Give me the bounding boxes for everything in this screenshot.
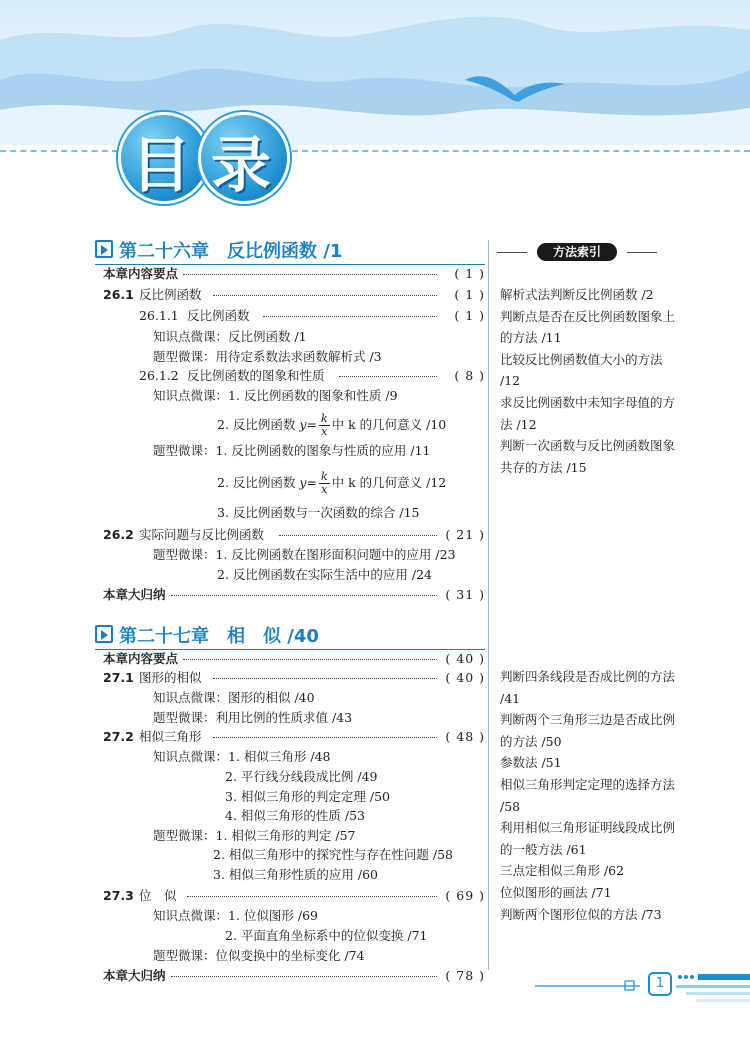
toc-entry-text: 题型微课：利用比例的性质求值 /43 — [153, 710, 353, 725]
method-index-item[interactable]: 三点定相似三角形 /62 — [500, 863, 625, 879]
toc-entry-text: 本章大归纳 — [103, 587, 166, 602]
toc-entry-text: 知识点微课：1. 位似图形 /69 — [153, 908, 318, 923]
toc-entry-text: 3. 相似三角形性质的应用 /60 — [213, 867, 378, 882]
dot-leader — [339, 376, 437, 377]
page-header — [0, 0, 750, 210]
fraction-denominator: x — [321, 483, 328, 496]
method-index-header — [497, 242, 657, 264]
toc-entry-text: 知识点微课：图形的相似 /40 — [153, 690, 315, 705]
toc-page: ( 1 ) — [454, 287, 485, 302]
toc-entry-text: 位 似 — [139, 888, 177, 903]
toc-entry-text: 知识点微课：1. 相似三角形 /48 — [153, 749, 331, 764]
toc-page: ( 1 ) — [454, 266, 485, 281]
section-number: 27.1 — [103, 670, 134, 685]
toc-row[interactable] — [95, 525, 485, 545]
toc-entry-text: 2. 相似三角形中的探究性与存在性问题 /58 — [213, 847, 453, 862]
fraction-denominator: x — [321, 425, 328, 438]
toc-formula-entry — [217, 413, 446, 438]
method-index-list-27 — [500, 666, 675, 925]
toc-entry-text: 知识点微课：反比例函数 /1 — [153, 329, 307, 344]
toc-entry-text: 2. 平行线分线段成比例 /49 — [225, 769, 378, 784]
method-index-item[interactable]: 位似图形的画法 /71 — [500, 884, 612, 900]
header-landscape-illustration — [0, 0, 750, 210]
toc-entry-text: 本章内容要点 — [103, 266, 179, 281]
toc-entry-text: 4. 相似三角形的性质 /53 — [225, 808, 365, 823]
toc-entry-text: 2. 反比例函数在实际生活中的应用 /24 — [217, 567, 432, 582]
header-rule-right — [627, 252, 657, 253]
chapter-27-heading[interactable] — [95, 623, 485, 649]
toc-entry-text: 反比例函数的图象和性质 — [187, 368, 325, 383]
method-index-item[interactable]: 解析式法判断反比例函数 /2 — [500, 287, 654, 302]
toc-page: ( 1 ) — [454, 308, 485, 323]
title-char-1: 目 — [131, 131, 191, 201]
toc-entry-text: 本章内容要点 — [103, 651, 179, 666]
section-number: 26.2 — [103, 527, 134, 542]
fraction-k-over-x — [319, 413, 330, 438]
toc-row[interactable] — [95, 727, 485, 747]
method-index-item[interactable]: 判断点是否在反比例函数图象上的方法 /11 — [500, 308, 676, 346]
section-number: 26.1.1 — [139, 308, 179, 323]
toc-formula-entry — [217, 471, 446, 496]
toc-page: ( 48 ) — [445, 729, 485, 744]
formula-variable: y — [299, 475, 307, 490]
chapter-26-heading[interactable] — [95, 238, 485, 264]
toc-entry-text: 题型微课：1. 相似三角形的判定 /57 — [153, 828, 356, 843]
toc-row[interactable] — [95, 306, 485, 326]
dot-leader — [171, 595, 437, 596]
toc-row[interactable] — [95, 366, 485, 386]
dot-leader — [279, 535, 437, 536]
toc-entry-text: 本章大归纳 — [103, 968, 166, 983]
page-footer-decoration — [0, 965, 750, 1045]
toc-page: ( 31 ) — [445, 587, 485, 602]
method-index-item[interactable]: 相似三角形判定定理的选择方法 /58 — [500, 776, 676, 814]
toc-entry-text: 3. 相似三角形的判定定理 /50 — [225, 789, 390, 804]
toc-entry-text: 题型微课：位似变换中的坐标变化 /74 — [153, 948, 365, 963]
toc-page: ( 8 ) — [454, 368, 485, 383]
section-number: 27.3 — [103, 888, 134, 903]
toc-entry-text: 题型微课：1. 反比例函数在图形面积问题中的应用 /23 — [153, 547, 456, 562]
toc-page: ( 78 ) — [445, 968, 485, 983]
sidebar-divider — [488, 240, 489, 970]
toc-row[interactable] — [95, 649, 485, 669]
toc-row[interactable] — [95, 264, 485, 284]
dot-leader — [263, 316, 437, 317]
dot-leader — [213, 678, 437, 679]
method-index-item[interactable]: 判断两个图形位似的方法 /73 — [500, 906, 662, 922]
header-dash-left — [0, 150, 118, 152]
method-index-item[interactable]: 利用相似三角形证明线段成比例的一般方法 /61 — [500, 820, 676, 857]
header-dash-right — [292, 150, 750, 152]
dot-leader — [183, 274, 437, 275]
toc-entry-text: 实际问题与反比例函数 — [139, 527, 265, 542]
fraction-k-over-x — [319, 471, 330, 496]
formula-prefix: 2. 反比例函数 — [217, 417, 296, 432]
toc-row[interactable] — [95, 585, 485, 605]
toc-entry-text: 题型微课：1. 反比例函数的图象与性质的应用 /11 — [153, 443, 431, 458]
fraction-numerator: k — [320, 470, 328, 483]
formula-suffix: 中 k 的几何意义 /12 — [331, 475, 447, 490]
method-index-item[interactable]: 判断一次函数与反比例函数图象共存的方法 /15 — [500, 438, 676, 475]
formula-variable: y — [299, 417, 307, 432]
dot-leader — [213, 737, 437, 738]
toc-entry-text: 知识点微课：1. 反比例函数的图象和性质 /9 — [153, 388, 398, 403]
method-index-item[interactable]: 比较反比例函数值大小的方法 /12 — [500, 351, 663, 389]
method-index-item[interactable]: 参数法 /51 — [500, 755, 562, 771]
toc-row[interactable] — [95, 285, 485, 305]
toc-row[interactable] — [95, 668, 485, 688]
dot-leader — [187, 896, 437, 897]
formula-prefix: 2. 反比例函数 — [217, 475, 296, 490]
chevron-right-icon — [95, 625, 113, 643]
toc-entry-text: 3. 反比例函数与一次函数的综合 /15 — [217, 505, 420, 520]
toc-entry-text: 反比例函数 — [139, 287, 202, 302]
toc-page: ( 40 ) — [445, 651, 485, 666]
page-title — [118, 112, 288, 200]
toc-entry-text: 题型微课：用待定系数法求函数解析式 /3 — [153, 349, 382, 364]
toc-page: ( 69 ) — [445, 888, 485, 903]
section-number: 27.2 — [103, 729, 134, 744]
method-index-list-26 — [500, 284, 675, 478]
title-char-2: 录 — [211, 131, 271, 201]
method-index-item[interactable]: 求反比例函数中未知字母值的方法 /12 — [500, 394, 676, 432]
method-index-badge: 方法索引 — [537, 243, 617, 261]
toc-page: ( 21 ) — [445, 527, 485, 542]
section-number: 26.1.2 — [139, 368, 179, 383]
formula-suffix: 中 k 的几何意义 /10 — [331, 417, 447, 432]
fraction-numerator: k — [320, 412, 328, 425]
chapter-title: 第二十七章 相 似 /40 — [119, 626, 319, 647]
header-rule-left — [497, 252, 527, 253]
toc-entry-text: 相似三角形 — [139, 729, 202, 744]
toc-entry-text: 2. 平面直角坐标系中的位似变换 /71 — [225, 928, 428, 943]
method-index-item[interactable]: 判断四条线段是否成比例的方法 /41 — [500, 669, 676, 706]
section-number: 26.1 — [103, 287, 134, 302]
dot-leader — [183, 659, 437, 660]
page-number: 1 — [648, 972, 672, 996]
toc-page: ( 40 ) — [445, 670, 485, 685]
toc-entry-text: 图形的相似 — [139, 670, 202, 685]
toc-entry-text: 反比例函数 — [187, 308, 250, 323]
dot-leader — [213, 295, 437, 296]
method-index-item[interactable]: 判断两个三角形三边是否成比例的方法 /50 — [500, 712, 676, 749]
chevron-right-icon — [95, 240, 113, 258]
toc-row[interactable] — [95, 886, 485, 906]
formula-equals: = — [306, 417, 317, 432]
formula-equals: = — [306, 475, 317, 490]
chapter-title: 第二十六章 反比例函数 /1 — [119, 241, 343, 262]
